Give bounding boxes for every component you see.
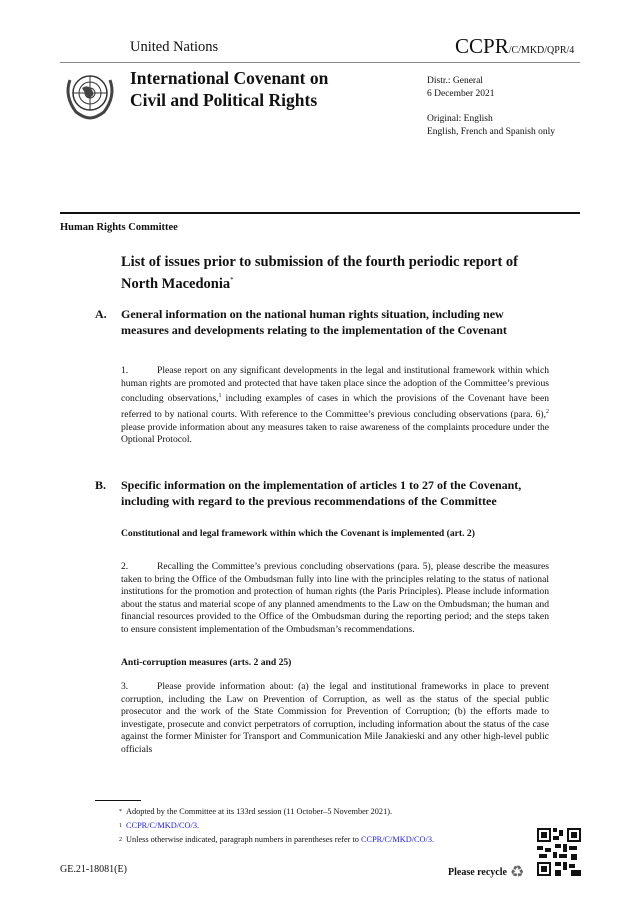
- footnote-link[interactable]: CCPR/C/MKD/CO/3.: [126, 821, 200, 830]
- header-rule: [60, 62, 580, 63]
- paragraph-3: [121, 681, 549, 757]
- distr: Distr.: General: [427, 76, 483, 86]
- qr-code-icon: [537, 828, 581, 876]
- subheading-anti-corruption: Anti-corruption measures (arts. 2 and 25): [121, 657, 292, 668]
- footnote-link[interactable]: CCPR/C/MKD/CO/3.: [361, 835, 435, 844]
- footnote-ref[interactable]: 1: [218, 393, 222, 400]
- subheading-constitutional: Constitutional and legal framework within which the Covenant is implemented (art. 2): [121, 528, 475, 539]
- paragraph-number: 3.: [121, 681, 129, 692]
- paragraph-number: 1.: [121, 365, 129, 376]
- document-symbol: [455, 34, 574, 59]
- section-a-letter: A.: [95, 307, 107, 321]
- text: Recalling the Committee’s previous concluding observations (para. 5), please describe the measures taken to bring the Office of the Ombudsman fully into line with the principles relating to the status of national institutions for the promotion and protection of human rights (the Paris Principles). Please include information about the status and material scope of any planned amendments to the Law on the Ombudsman; the human and financial resources provided to the Office of the Ombudsman during the reporting period; and the steps taken to ensure consistent implementation of the Ombudsman’s recommendations.: [121, 561, 549, 635]
- job-number: GE.21-18081(E): [60, 864, 127, 875]
- recycle-icon: ♻: [509, 864, 525, 881]
- paragraph-number: 2.: [121, 561, 129, 572]
- footnote: [110, 806, 392, 818]
- title-text: List of issues prior to submission of the fourth periodic report of North Macedonia: [121, 254, 519, 292]
- section-b-letter: B.: [95, 478, 107, 492]
- recycle-notice: [448, 862, 524, 882]
- title-line: Civil and Political Rights: [130, 90, 318, 110]
- footnote-rule: [95, 800, 141, 801]
- footnote-mark: 1: [119, 823, 122, 829]
- footnote-text: Unless otherwise indicated, paragraph numbers in parentheses refer to: [126, 835, 361, 844]
- footnote: [110, 820, 199, 832]
- original-language: Original: English: [427, 114, 493, 124]
- un-emblem-icon: [62, 68, 118, 120]
- footnote-mark: 2: [119, 837, 122, 843]
- language-list: English, French and Spanish only: [427, 127, 555, 137]
- distribution: [427, 75, 495, 101]
- footnote-ref[interactable]: 2: [546, 408, 549, 415]
- section-a-heading: General information on the national human rights situation, including new measures and developments relating to the implementation of the Covenant: [121, 307, 507, 337]
- paragraph-2: [121, 561, 549, 637]
- languages: [427, 113, 555, 139]
- title-rule: [60, 212, 580, 214]
- section-b-heading: Specific information on the implementation of articles 1 to 27 of the Covenant, including with regard to the previous recommendations of the Committee: [121, 478, 522, 508]
- covenant-title: [130, 67, 328, 111]
- text: Please report on any significant developments in the legal and institutional framework within which human rights are promoted and protected that have taken place since the adoption of the Committee’s previous concluding observations,: [121, 365, 549, 405]
- document-title: [121, 253, 521, 293]
- org-name: United Nations: [130, 39, 219, 55]
- committee-name: Human Rights Committee: [60, 222, 178, 233]
- symbol-suffix: /C/MKD/QPR/4: [508, 45, 575, 56]
- text: Please provide information about: (a) the legal and institutional frameworks in place to prevent corruption, including the Law on Prevention of Corruption, as well as the status of the special public prosecutor and the work of the State Commission for Prevention of Corruption; (b) the efforts made to investigate, prosecute and convict perpetrators of corruption, including information about the status of the case against the former Minister for Transport and Communication Mile Janakieski and any other high-level public officials: [121, 681, 549, 755]
- symbol-main: CCPR: [455, 34, 509, 58]
- footnote-text: Adopted by the Committee at its 133rd session (11 October–5 November 2021).: [126, 807, 393, 816]
- footnote: [110, 834, 434, 846]
- text: please provide information about any measures taken to raise awareness of the complaints procedure under the Optional Protocol.: [121, 421, 549, 446]
- paragraph-1: [121, 365, 549, 447]
- text: including examples of cases in which the provisions of the Covenant have been referred to by national courts. With reference to the Committee’s previous concluding observations (para. 6),: [121, 393, 549, 421]
- recycle-text: Please recycle: [448, 866, 507, 878]
- date: 6 December 2021: [427, 89, 495, 99]
- title-footnote-mark: *: [230, 276, 234, 284]
- footnote-mark: *: [119, 809, 122, 815]
- title-line: International Covenant on: [130, 68, 329, 88]
